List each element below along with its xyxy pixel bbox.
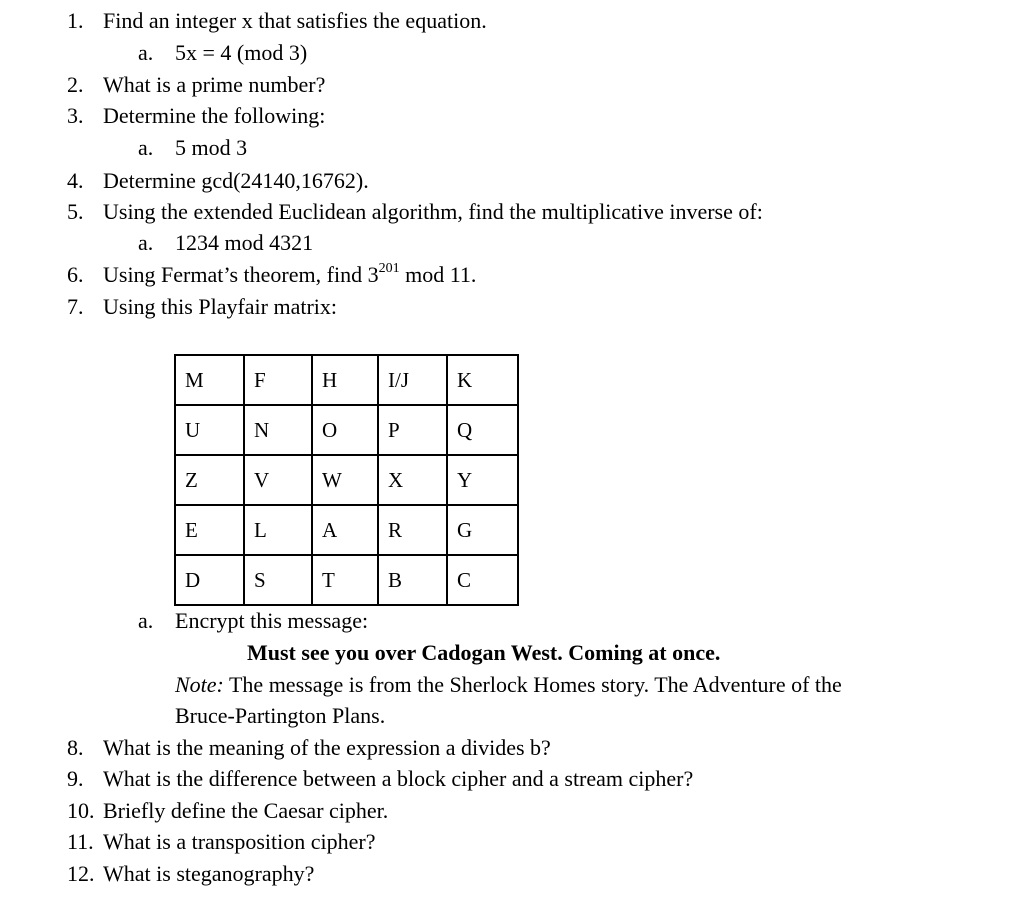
- note-text: The message is from the Sherlock Homes story. The Adventure of the: [223, 672, 842, 697]
- matrix-cell: D: [175, 555, 244, 605]
- question-text: What is a prime number?: [103, 72, 326, 97]
- matrix-row: [175, 355, 518, 405]
- subitem-label: a.: [138, 135, 154, 160]
- matrix-cell: O: [312, 405, 378, 455]
- question-number: 3.: [67, 103, 84, 128]
- note-line-2: Bruce-Partington Plans.: [175, 703, 386, 728]
- question-number: 4.: [67, 168, 84, 193]
- matrix-cell: M: [175, 355, 244, 405]
- question-text: Using the extended Euclidean algorithm, find the multiplicative inverse of:: [103, 199, 763, 224]
- matrix-cell: V: [244, 455, 312, 505]
- question-number: 9.: [67, 766, 84, 791]
- matrix-row: [175, 405, 518, 455]
- subitem-text: Encrypt this message:: [175, 608, 369, 633]
- playfair-message: Must see you over Cadogan West. Coming at once.: [247, 640, 721, 665]
- subitem-text: 1234 mod 4321: [175, 230, 314, 255]
- exponent: 201: [378, 260, 400, 276]
- subitem-label: a.: [138, 608, 154, 633]
- question-number: 2.: [67, 72, 84, 97]
- subitem-text: 5x = 4 (mod 3): [175, 40, 308, 65]
- matrix-cell: H: [312, 355, 378, 405]
- matrix-cell: N: [244, 405, 312, 455]
- question-number: 6.: [67, 262, 84, 287]
- question-number: 5.: [67, 199, 84, 224]
- matrix-cell: Q: [447, 405, 518, 455]
- question-number: 11.: [67, 829, 94, 854]
- subitem-text: 5 mod 3: [175, 135, 248, 160]
- matrix-cell: A: [312, 505, 378, 555]
- matrix-cell: Z: [175, 455, 244, 505]
- playfair-matrix: [174, 354, 519, 606]
- matrix-cell: G: [447, 505, 518, 555]
- question-text-post: mod 11.: [399, 262, 477, 287]
- matrix-cell: X: [378, 455, 447, 505]
- question-text: What is steganography?: [103, 861, 315, 886]
- question-text: Find an integer x that satisfies the equation.: [103, 8, 487, 33]
- matrix-cell: T: [312, 555, 378, 605]
- matrix-cell: S: [244, 555, 312, 605]
- matrix-cell: B: [378, 555, 447, 605]
- matrix-row: [175, 505, 518, 555]
- question-text: [103, 262, 476, 288]
- note-line-1: [175, 672, 842, 698]
- matrix-cell: L: [244, 505, 312, 555]
- question-number: 10.: [67, 798, 95, 823]
- matrix-cell: C: [447, 555, 518, 605]
- subitem-label: a.: [138, 40, 154, 65]
- question-text: What is a transposition cipher?: [103, 829, 376, 854]
- note-label: Note:: [175, 672, 224, 697]
- matrix-cell: K: [447, 355, 518, 405]
- question-text: What is the difference between a block cipher and a stream cipher?: [103, 766, 694, 791]
- matrix-row: [175, 455, 518, 505]
- question-number: 1.: [67, 8, 84, 33]
- matrix-cell: R: [378, 505, 447, 555]
- question-text: Determine gcd(24140,16762).: [103, 168, 369, 193]
- matrix-cell: F: [244, 355, 312, 405]
- matrix-cell: W: [312, 455, 378, 505]
- question-text: Using this Playfair matrix:: [103, 294, 338, 319]
- matrix-cell: U: [175, 405, 244, 455]
- matrix-row: [175, 555, 518, 605]
- question-number: 12.: [67, 861, 95, 886]
- matrix-cell: Y: [447, 455, 518, 505]
- matrix-cell: P: [378, 405, 447, 455]
- question-text: Briefly define the Caesar cipher.: [103, 798, 389, 823]
- question-text-pre: Using Fermat’s theorem, find 3: [103, 262, 379, 287]
- matrix-cell: E: [175, 505, 244, 555]
- question-number: 7.: [67, 294, 84, 319]
- question-text: What is the meaning of the expression a divides b?: [103, 735, 551, 760]
- subitem-label: a.: [138, 230, 154, 255]
- question-number: 8.: [67, 735, 84, 760]
- matrix-cell: I/J: [378, 355, 447, 405]
- question-text: Determine the following:: [103, 103, 326, 128]
